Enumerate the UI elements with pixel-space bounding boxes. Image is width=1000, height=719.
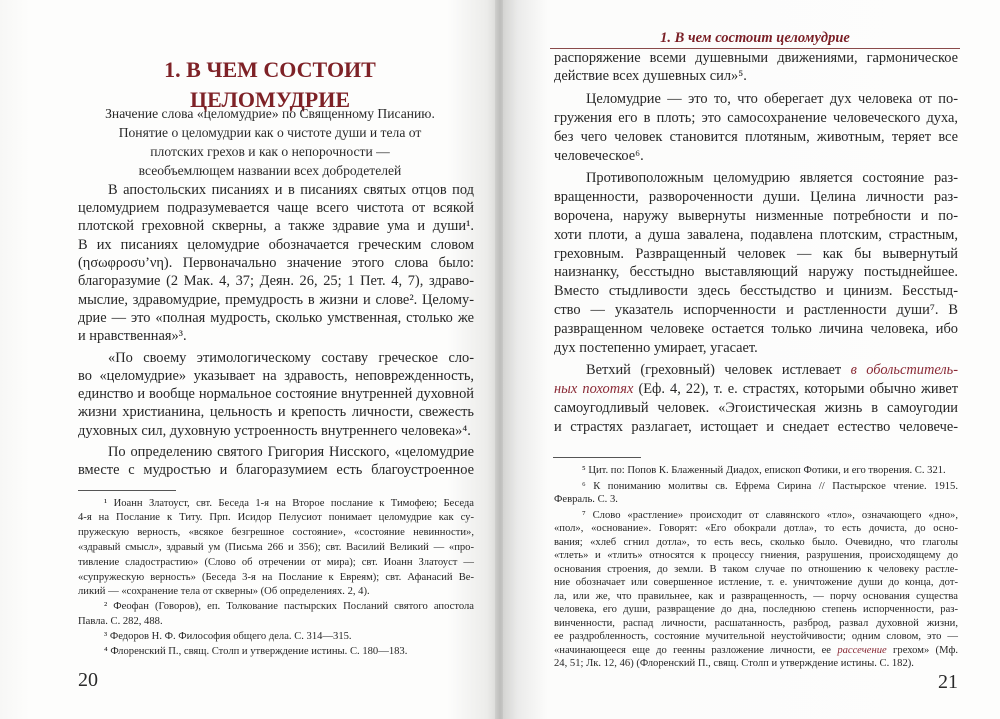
- body-text-line: дрие — это «полная мудрость, сколько умственная, столько же: [78, 309, 474, 326]
- footnote-line: ² Феофан (Говоров), еп. Толкование пастырских Посланий святого апостола: [104, 601, 474, 613]
- body-text-line: мыслие, здравомудрие, премудрость в жизни и слове². Целому-: [78, 291, 474, 308]
- body-text-line: плотской греховной скверны, а также здравие ума и души¹.: [78, 218, 474, 235]
- body-text-line: и нравственная»³.: [78, 328, 187, 345]
- footnote-line: «здравый смысл», здравый ум (Письма 266 и 356); свт. Василий Великий — «про-: [78, 542, 474, 553]
- body-text-line: В апостольских писаниях и в писаниях святых отцов под: [108, 181, 474, 198]
- footnote-line: Павла. С. 282, 488.: [78, 616, 163, 627]
- body-text-line: наизнанку, бесстыдно выставляющий наружу постыднейшее.: [554, 264, 958, 281]
- footnote-line: винченности, распад личности, расшатанность, разброд, развал духовной жизни,: [554, 617, 958, 629]
- body-text-line: развращенном человеке остается только личина человека, ибо: [554, 321, 958, 338]
- body-text-line: По определению святого Григория Нисского, «целомудрие: [108, 444, 474, 461]
- footnote-line: 4-я на Послание к Титу. Прп. Исидор Пелусиот понимает целомудрие как су-: [78, 512, 474, 524]
- emphasized-text: ных похотях: [554, 381, 634, 398]
- chapter-title-line-1: 1. В ЧЕМ СОСТОИТ: [164, 57, 376, 82]
- body-text-line: Целомудрие — это то, что оберегает дух человека от по-: [586, 90, 958, 107]
- chapter-subtitle-line: Понятие о целомудрии как о чистоте души и тела от: [118, 125, 422, 140]
- footnote-line: ³ Федоров Н. Ф. Философия общего дела. С. 314—315.: [104, 630, 352, 642]
- body-text-line: Противоположным целомудрию является состояние раз-: [586, 169, 958, 186]
- body-text-line: без чего человек становится плотяным, животным, теряет все: [554, 128, 958, 145]
- body-text-line: человеческое⁶.: [554, 147, 644, 164]
- body-text-line: и страстях разлагает, истощает и снедает естество человече-: [554, 419, 958, 436]
- footnote-line: «тлеть» и «тлить» относятся к процессу гниения, разрушения, происходящему до: [554, 550, 958, 562]
- body-text-line: гружения его в плоть; это самосохранение человеческого духа,: [554, 109, 958, 126]
- body-text-line: ворочена, наружу вывернуты низменные потребности и по-: [554, 207, 958, 224]
- text-segment: «начинающееся еще до геенны разложение личности, ее: [554, 644, 838, 656]
- footnote-line: «пол», «основание». Говорят: «Его обокрали дотла», то есть дочиста, до осно-: [554, 523, 958, 535]
- footnote-line: ⁶ К пониманию молитвы св. Ефрема Сирина // Пастырское чтение. 1915.: [582, 480, 958, 492]
- right-footnote-separator: [553, 457, 641, 458]
- body-text-line: [554, 361, 958, 380]
- footnote-line: пружескую верность, «всякое безгрешное состояние», «состояние невинности»,: [78, 527, 474, 539]
- footnote-line: [554, 644, 958, 658]
- chapter-subtitle-line: плотских грехов и как о непорочности —: [150, 144, 390, 159]
- body-text-line: единство и вообще нормальное состояние внутренней духовной: [78, 386, 474, 403]
- body-text-line: Вместо стыдливости здесь бесстыдство и цинизм. Бесстыд-: [554, 283, 958, 300]
- body-text-line: хоти плоти, а душа завалена, подавлена плотским, страстным,: [554, 226, 958, 243]
- body-text-line: [554, 380, 958, 399]
- chapter-subtitle-line: Значение слова «целомудрие» по Священному Писанию.: [105, 106, 435, 121]
- body-text-line: самоугодливый человек. «Эгоистическая жизнь в самоугодии: [554, 400, 958, 417]
- footnote-line: Февраль. С. 3.: [554, 494, 618, 506]
- body-text-line: вместе с мудростью и благоразумием есть благоустроенное: [78, 462, 474, 479]
- body-text-line: жизни христианина, цельность и крепость личности, свежесть: [78, 404, 474, 421]
- footnote-line: ¹ Иоанн Златоуст, свт. Беседа 1-я на Второе послание к Тимофею; Беседа: [104, 497, 474, 509]
- footnote-line: вания; «хлеб сгнил дотла», то есть весь, сколько было. Очевидно, что глаголы: [554, 536, 958, 548]
- footnote-line: ⁴ Флоренский П., свящ. Столп и утверждение истины. С. 180—183.: [104, 645, 408, 657]
- emphasized-text: в обольститель-: [850, 362, 958, 379]
- footnote-line: ее раздробленность, состояние мучительной неустойчивости; одним словом, это —: [554, 631, 958, 643]
- body-text-line: действие всех душевных сил»⁵.: [554, 68, 747, 85]
- body-text-line: ство — указатель испорченности и растленности души⁷. В: [554, 302, 958, 319]
- emphasized-text: рассечение: [837, 644, 887, 656]
- body-text-line: «По своему этимологическому составу греческое сло-: [108, 349, 474, 366]
- footnote-line: 24, 51; Лк. 12, 46) (Флоренский П., свящ. Столп и утверждение истины. С. 182).: [554, 658, 914, 670]
- body-text-line: распоряжение всеми душевными движениями, гармоническое: [554, 49, 958, 66]
- body-text-line: целомудрием подразумевается чаще всего чистота от всякой: [78, 200, 474, 217]
- footnote-line: «супружескую верность» (Беседа 3-я на Послание к Евреям); свт. Афанасий Ве-: [78, 571, 474, 583]
- footnote-line: ⁵ Цит. по: Попов К. Блаженный Диадох, епископ Фотики, и его творения. С. 321.: [582, 465, 946, 477]
- body-text-line: вращенности, развороченности души. Целина личности раз-: [554, 188, 958, 205]
- footnote-line: человека, его души, развращение до дна, последнюю степень испорченности, раз-: [554, 604, 958, 616]
- footnote-line: основания строения, до земли. В таком случае по отношению к человеку растле-: [554, 563, 958, 575]
- chapter-title-line-2: ЦЕЛОМУДРИЕ: [189, 87, 351, 112]
- body-text-line: духовных сил, духовную устроенность внутреннего человека»⁴.: [78, 422, 471, 439]
- body-text-line: (ησωφροσυ’νη). Первоначально значение этого слова было:: [78, 255, 474, 272]
- body-text-line: благоразумие (2 Мак. 4, 37; Деян. 26, 25; 1 Пет. 4, 7), здраво-: [78, 273, 474, 290]
- footnote-line: ⁷ Слово «растление» происходит от славянского «тло», означающего «дно»,: [582, 509, 958, 521]
- chapter-subtitle-line: всеобъемлющем названии всех добродетелей: [138, 163, 402, 178]
- running-header: 1. В чем состоит целомудрие: [660, 30, 850, 46]
- text-segment: (Еф. 4, 22), т. е. страстях, которыми обычно живет: [633, 381, 958, 398]
- text-segment: Ветхий (греховный) человек истлевает: [586, 362, 851, 379]
- page-number-right: 21: [938, 671, 958, 693]
- text-segment: грехом» (Мф.: [886, 644, 958, 656]
- page-number-left: 20: [78, 669, 98, 691]
- body-text-line: греховным. Развращенный человек — как бы вывернутый: [554, 245, 958, 262]
- footnote-line: ла, или же, что правильнее, как и развращенность, — порчу основания существа: [554, 590, 958, 602]
- left-footnote-separator: [78, 490, 176, 491]
- footnote-line: ликий — «сохранение тела от скверны» (Об определениях. 2, 4).: [78, 586, 370, 598]
- footnote-line: ние обозначает или совершенное истление, т. е. уничтожение души до конца, дот-: [554, 577, 958, 589]
- body-text-line: В их писаниях целомудрие обозначается греческим словом: [78, 236, 474, 253]
- body-text-line: во «целомудрие» указывает на здравость, неповрежденность,: [78, 367, 474, 384]
- body-text-line: дух постепенно умирает, угасает.: [554, 340, 758, 357]
- footnote-line: тивление сладострастию» (Слово об отречении от мира); свт. Иоанн Златоуст —: [78, 556, 474, 568]
